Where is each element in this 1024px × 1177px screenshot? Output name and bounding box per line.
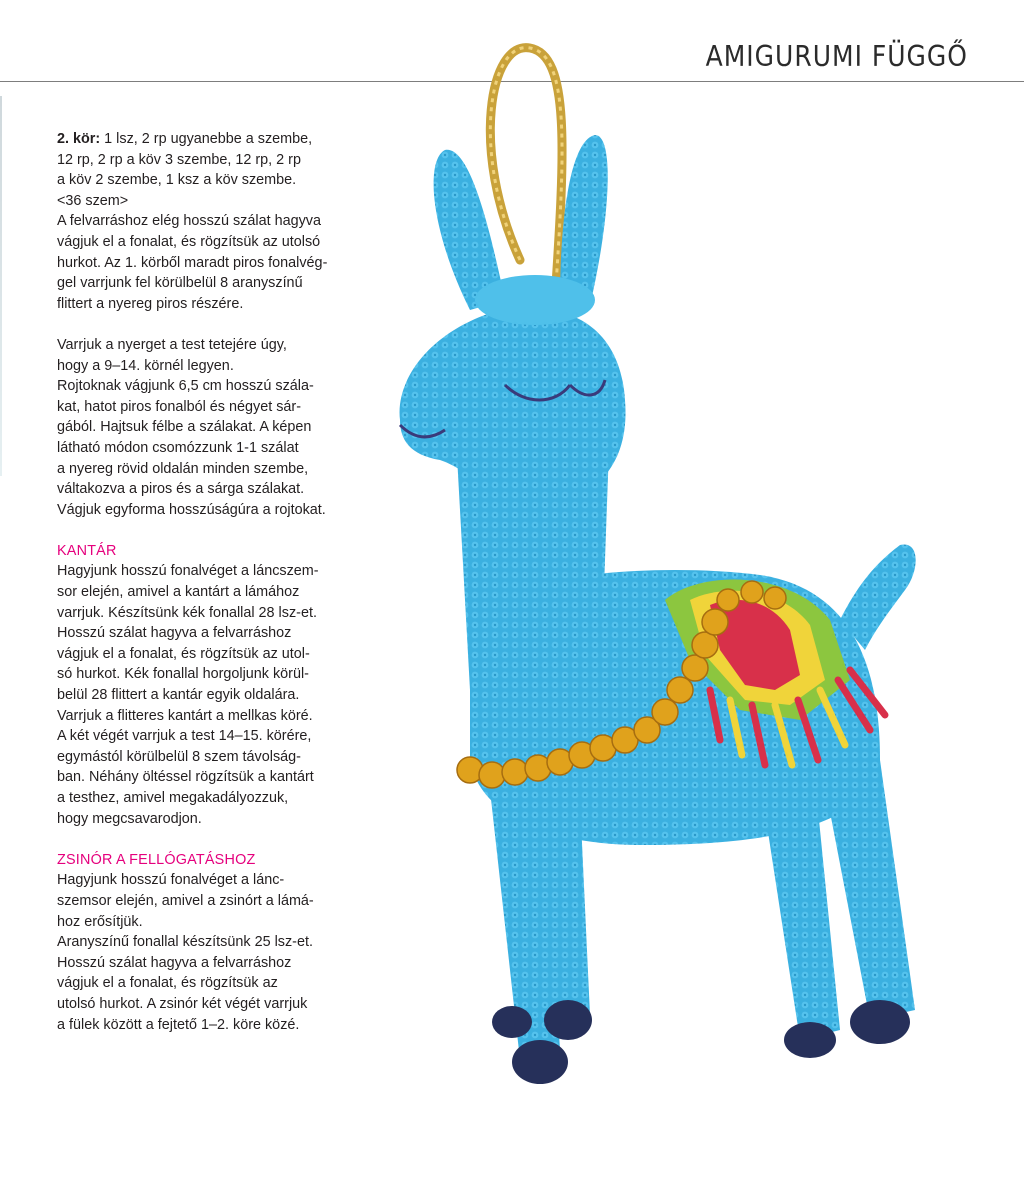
hoof — [492, 1006, 532, 1038]
gold-cord — [490, 48, 562, 300]
llama-amigurumi-photo — [380, 40, 940, 1110]
instructions-column — [57, 129, 357, 1035]
zsinor-paragraph: Hagyjunk hosszú fonalvéget a lánc- szemsor elején, amivel a zsinórt a lámá- hoz erősítjük. Aranyszínű fonallal készítsünk 25 lsz-et. Hosszú szálat hagyva a felvarráshoz vágjuk el a fonalat, és rögzítsük az utolsó hurkot. A zsinór két végét varrjuk a fülek között a fejtető 1–2. köre közé. — [57, 872, 314, 1033]
hoof — [544, 1000, 592, 1040]
round-2-text: 1 lsz, 2 rp ugyanebbe a szembe, 12 rp, 2 rp a köv 3 szembe, 12 rp, 2 rp a köv 2 szembe, 1 ksz a köv szembe. <36 szem> A felvarráshoz elég hosszú szálat hagyva vágjuk el a fonalat, és rögzítsük az utolsó hurkot. Az 1. körből maradt piros fonalvég- gel varrjunk fel körülbelül 8 aranyszínű flittert a nyereg piros részére. — [57, 131, 328, 312]
hoof — [512, 1040, 568, 1084]
round-2-paragraph — [57, 129, 357, 314]
page-edge-strip — [0, 96, 2, 476]
section-heading-zsinor: ZSINÓR A FELLÓGATÁSHOZ — [57, 851, 256, 868]
section-heading-kantar: KANTÁR — [57, 542, 117, 559]
llama-head — [400, 308, 626, 505]
running-header-title: AMIGURUMI FÜGGŐ — [705, 39, 968, 73]
round-2-label: 2. kör: — [57, 131, 101, 147]
saddle-paragraph: Varrjuk a nyerget a test tetejére úgy, hogy a 9–14. körnél legyen. Rojtoknak vágjunk 6,5 cm hosszú szála- kat, hatot piros fonalból és négyet sár- gából. Hajtsuk félbe a szálakat. A képen látható módon csomózzunk 1-1 szálat a nyereg rövid oldalán minden szembe, váltakozva a piros és a sárga szálakat. Vágjuk egyforma hosszúságúra a rojtokat. — [57, 336, 326, 518]
hoof — [784, 1022, 836, 1058]
hoof — [850, 1000, 910, 1044]
kantar-paragraph: Hagyjunk hosszú fonalvéget a láncszem- sor elején, amivel a kantárt a lámához varrjuk. Készítsünk kék fonallal 28 lsz-et. Hosszú szálat hagyva a felvarráshoz vágjuk el a fonalat, és rögzítsük az utol- só hurkot. Kék fonallal horgoljunk körül- belül 28 flittert a kantár egyik oldalára. Varrjuk a flitteres kantárt a mellkas köré. A két végét varrjuk a test 14–15. körére, egymástól körülbelül 8 szem távolság- ban. Néhány öltéssel rögzítsük a kantárt a testhez, amivel megakadályozzuk, hogy megcsavarodjon. — [57, 563, 319, 827]
head-tuft — [475, 275, 595, 325]
